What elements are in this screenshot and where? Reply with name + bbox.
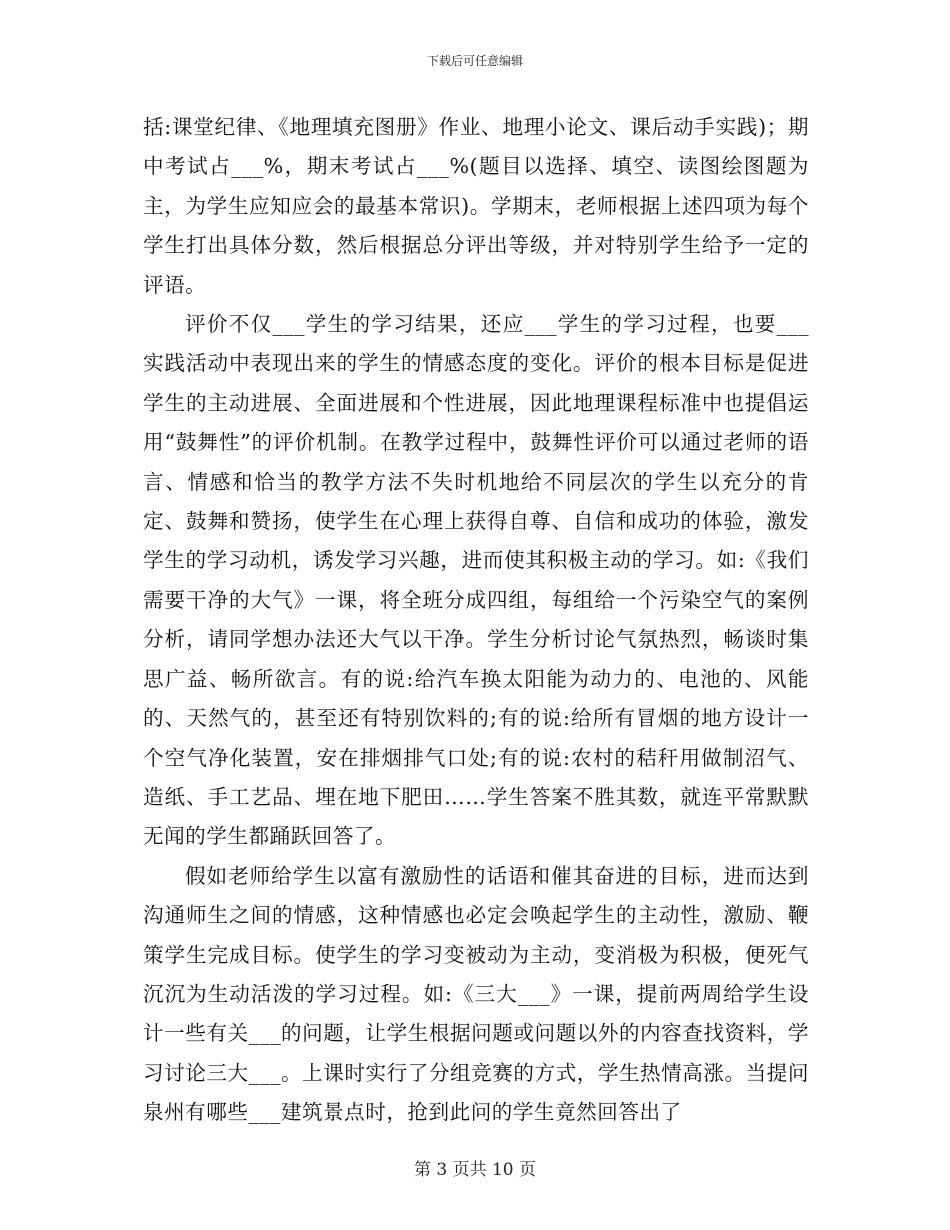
document-body — [143, 108, 809, 1133]
paragraph-continuation: 括:课堂纪律、《地理填充图册》作业、地理小论文、课后动手实践)；期中考试占___%，期末考试占___%(题目以选择、填空、读图绘图题为主，为学生应知应会的最基本常识)。学期末，老师根据上述四项为每个学生打出具体分数，然后根据总分评出等级，并对特别学生给予一定的评语。 — [143, 115, 809, 297]
page-footer: 第 3 页共 10 页 — [413, 1160, 537, 1180]
page-header: 下载后可任意编辑 — [426, 54, 523, 68]
paragraph-motivation: 假如老师给学生以富有激励性的话语和催其奋进的目标，进而达到沟通师生之间的情感，这种情感也必定会唤起学生的主动性，激励、鞭策学生完成目标。使学生的学习变被动为主动，变消极为积极，便死气沉沉为生动活泼的学习过程。如:《三大___》一课，提前两周给学生设计一些有关___的问题，让学生根据问题或问题以外的内容查找资料，学习讨论三大___。上课时实行了分组竞赛的方式，学生热情高涨。当提问泉州有哪些___建筑景点时，抢到此问的学生竟然回答出了 — [143, 863, 809, 1125]
paragraph-evaluation: 评价不仅___学生的学习结果，还应___学生的学习过程，也要___实践活动中表现出来的学生的情感态度的变化。评价的根本目标是促进学生的主动进展、全面进展和个性进展，因此地理课程标准中也提倡运用“鼓舞性”的评价机制。在教学过程中，鼓舞性评价可以通过老师的语言、情感和恰当的教学方法不失时机地给不同层次的学生以充分的肯定、鼓舞和赞扬，使学生在心理上获得自尊、自信和成功的体验，激发学生的学习动机，诱发学习兴趣，进而使其积极主动的学习。如:《我们需要干净的大气》一课，将全班分成四组，每组给一个污染空气的案例分析，请同学想办法还大气以干净。学生分析讨论气氛热烈，畅谈时集思广益、畅所欲言。有的说:给汽车换太阳能为动力的、电池的、风能的、天然气的，甚至还有特别饮料的;有的说:给所有冒烟的地方设计一个空气净化装置，安在排烟排气口处;有的说:农村的秸秆用做制沼气、造纸、手工艺品、埋在地下肥田……学生答案不胜其数，就连平常默默无闻的学生都踊跃回答了。 — [143, 312, 809, 849]
